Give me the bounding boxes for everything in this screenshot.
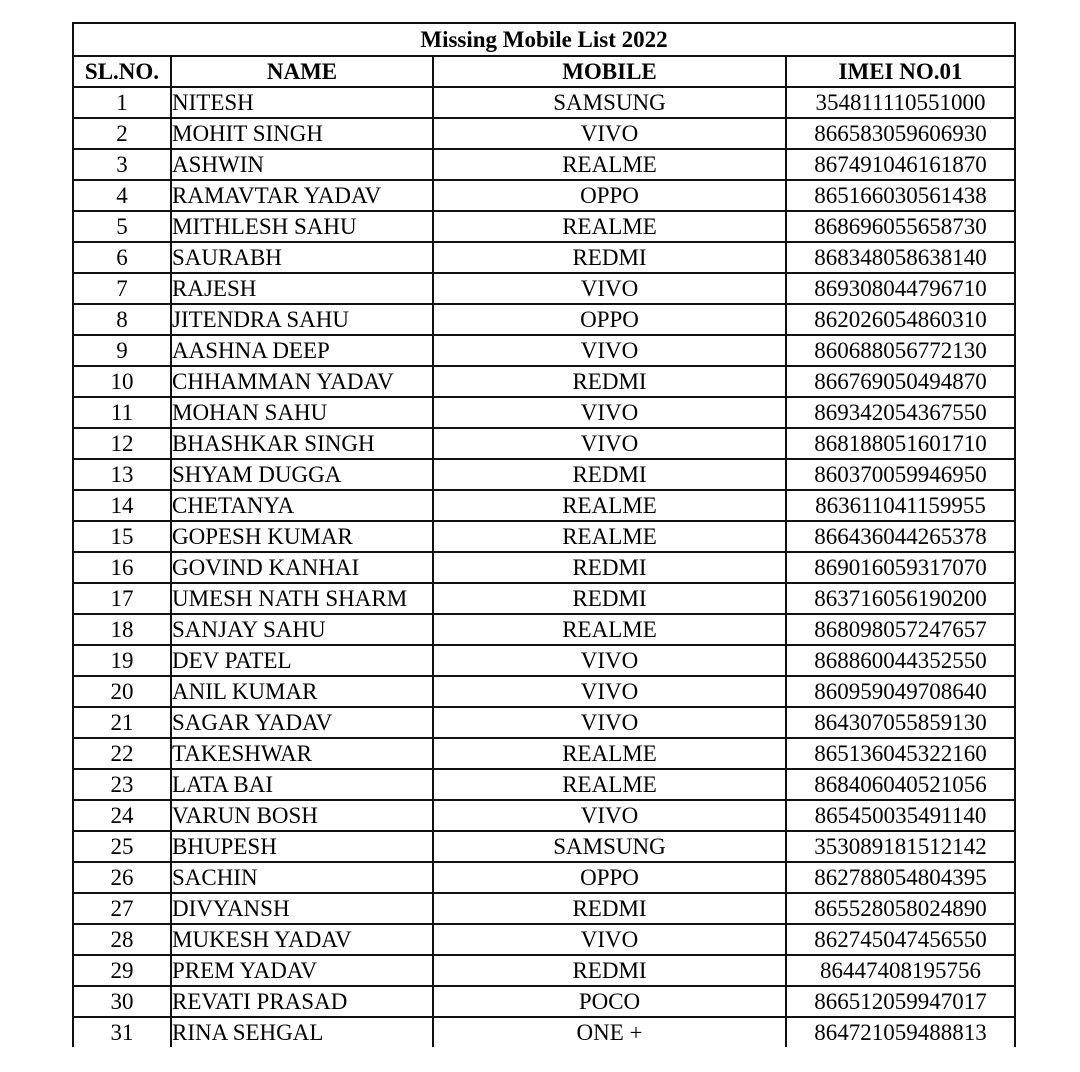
table-row [73,924,1015,955]
cell-name: AASHNA DEEP [171,335,433,366]
missing-mobile-table [72,22,1016,1047]
cell-name: CHHAMMAN YADAV [171,366,433,397]
table-row [73,118,1015,149]
cell-imei: 863716056190200 [786,583,1015,614]
cell-imei: 860370059946950 [786,459,1015,490]
cell-sl-no: 6 [73,242,171,273]
cell-name: ANIL KUMAR [171,676,433,707]
cell-mobile: REDMI [433,242,786,273]
cell-sl-no: 29 [73,955,171,986]
cell-name: CHETANYA [171,490,433,521]
table-row [73,428,1015,459]
table-title: Missing Mobile List 2022 [73,23,1015,56]
cell-mobile: OPPO [433,304,786,335]
cell-mobile: REALME [433,211,786,242]
cell-imei: 86447408195756 [786,955,1015,986]
cell-name: SHYAM DUGGA [171,459,433,490]
cell-mobile: VIVO [433,645,786,676]
cell-sl-no: 22 [73,738,171,769]
cell-sl-no: 8 [73,304,171,335]
cell-imei: 866769050494870 [786,366,1015,397]
table-row [73,955,1015,986]
cell-mobile: VIVO [433,800,786,831]
cell-imei: 864721059488813 [786,1017,1015,1047]
cell-mobile: VIVO [433,924,786,955]
cell-name: LATA BAI [171,769,433,800]
cell-sl-no: 7 [73,273,171,304]
cell-imei: 868188051601710 [786,428,1015,459]
cell-imei: 868860044352550 [786,645,1015,676]
cell-name: BHUPESH [171,831,433,862]
cell-name: REVATI PRASAD [171,986,433,1017]
cell-mobile: VIVO [433,118,786,149]
cell-name: SACHIN [171,862,433,893]
cell-imei: 869342054367550 [786,397,1015,428]
cell-imei: 863611041159955 [786,490,1015,521]
table-row [73,490,1015,521]
table-row [73,459,1015,490]
table-row [73,149,1015,180]
cell-name: GOVIND KANHAI [171,552,433,583]
table-row [73,552,1015,583]
cell-name: NITESH [171,87,433,118]
cell-mobile: OPPO [433,180,786,211]
cell-name: MOHIT SINGH [171,118,433,149]
cell-mobile: SAMSUNG [433,87,786,118]
cell-name: MITHLESH SAHU [171,211,433,242]
cell-mobile: REALME [433,614,786,645]
cell-sl-no: 23 [73,769,171,800]
cell-sl-no: 9 [73,335,171,366]
cell-mobile: SAMSUNG [433,831,786,862]
cell-sl-no: 31 [73,1017,171,1047]
cell-sl-no: 18 [73,614,171,645]
cell-mobile: ONE + [433,1017,786,1047]
cell-sl-no: 25 [73,831,171,862]
cell-mobile: REALME [433,521,786,552]
cell-sl-no: 14 [73,490,171,521]
cell-sl-no: 3 [73,149,171,180]
table-body [73,87,1015,1047]
cell-mobile: REDMI [433,893,786,924]
cell-sl-no: 1 [73,87,171,118]
cell-imei: 862026054860310 [786,304,1015,335]
cell-imei: 867491046161870 [786,149,1015,180]
cell-mobile: VIVO [433,335,786,366]
cell-sl-no: 12 [73,428,171,459]
cell-name: SAURABH [171,242,433,273]
cell-sl-no: 26 [73,862,171,893]
table-row [73,831,1015,862]
table-row [73,180,1015,211]
cell-imei: 862745047456550 [786,924,1015,955]
table-row [73,583,1015,614]
cell-name: VARUN BOSH [171,800,433,831]
cell-mobile: REALME [433,490,786,521]
cell-name: PREM YADAV [171,955,433,986]
table-row [73,211,1015,242]
cell-name: ASHWIN [171,149,433,180]
table-row [73,645,1015,676]
cell-mobile: OPPO [433,862,786,893]
cell-name: MOHAN SAHU [171,397,433,428]
column-header-sl-no: SL.NO. [73,56,171,87]
table-row [73,614,1015,645]
cell-imei: 862788054804395 [786,862,1015,893]
cell-sl-no: 15 [73,521,171,552]
cell-mobile: VIVO [433,273,786,304]
cell-sl-no: 24 [73,800,171,831]
table-row [73,1017,1015,1047]
cell-imei: 868696055658730 [786,211,1015,242]
cell-mobile: REALME [433,149,786,180]
cell-name: DIVYANSH [171,893,433,924]
cell-sl-no: 20 [73,676,171,707]
cell-sl-no: 17 [73,583,171,614]
cell-name: GOPESH KUMAR [171,521,433,552]
table-row [73,738,1015,769]
cell-name: SANJAY SAHU [171,614,433,645]
cell-mobile: REALME [433,769,786,800]
cell-imei: 868348058638140 [786,242,1015,273]
cell-sl-no: 21 [73,707,171,738]
cell-imei: 864307055859130 [786,707,1015,738]
table-row [73,676,1015,707]
cell-imei: 868406040521056 [786,769,1015,800]
column-header-imei: IMEI NO.01 [786,56,1015,87]
table-row [73,707,1015,738]
table-row [73,242,1015,273]
cell-imei: 865166030561438 [786,180,1015,211]
table-row [73,769,1015,800]
cell-sl-no: 4 [73,180,171,211]
table-row [73,304,1015,335]
column-header-name: NAME [171,56,433,87]
cell-sl-no: 16 [73,552,171,583]
cell-sl-no: 5 [73,211,171,242]
cell-mobile: VIVO [433,428,786,459]
cell-sl-no: 19 [73,645,171,676]
cell-mobile: REDMI [433,955,786,986]
table-row [73,273,1015,304]
table-row [73,800,1015,831]
cell-mobile: POCO [433,986,786,1017]
cell-imei: 865450035491140 [786,800,1015,831]
table-row [73,397,1015,428]
cell-imei: 865136045322160 [786,738,1015,769]
cell-mobile: REDMI [433,366,786,397]
cell-name: RAMAVTAR YADAV [171,180,433,211]
table-row [73,366,1015,397]
cell-imei: 860688056772130 [786,335,1015,366]
cell-name: UMESH NATH SHARM [171,583,433,614]
cell-sl-no: 2 [73,118,171,149]
column-header-mobile: MOBILE [433,56,786,87]
cell-sl-no: 13 [73,459,171,490]
table-row [73,986,1015,1017]
cell-name: RINA SEHGAL [171,1017,433,1047]
cell-name: MUKESH YADAV [171,924,433,955]
cell-imei: 860959049708640 [786,676,1015,707]
cell-sl-no: 27 [73,893,171,924]
table-row [73,521,1015,552]
cell-mobile: REDMI [433,552,786,583]
cell-imei: 869308044796710 [786,273,1015,304]
cell-name: BHASHKAR SINGH [171,428,433,459]
cell-imei: 869016059317070 [786,552,1015,583]
cell-sl-no: 30 [73,986,171,1017]
cell-imei: 868098057247657 [786,614,1015,645]
cell-name: TAKESHWAR [171,738,433,769]
cell-mobile: VIVO [433,707,786,738]
cell-sl-no: 10 [73,366,171,397]
table-row [73,862,1015,893]
cell-name: SAGAR YADAV [171,707,433,738]
cell-imei: 866512059947017 [786,986,1015,1017]
cell-mobile: REDMI [433,459,786,490]
cell-name: JITENDRA SAHU [171,304,433,335]
cell-name: RAJESH [171,273,433,304]
cell-mobile: VIVO [433,676,786,707]
cell-imei: 866583059606930 [786,118,1015,149]
header-row [73,56,1015,87]
cell-name: DEV PATEL [171,645,433,676]
missing-mobile-document [72,22,1014,1047]
cell-mobile: REDMI [433,583,786,614]
cell-imei: 354811110551000 [786,87,1015,118]
cell-mobile: REALME [433,738,786,769]
cell-imei: 865528058024890 [786,893,1015,924]
cell-sl-no: 11 [73,397,171,428]
cell-sl-no: 28 [73,924,171,955]
table-row [73,335,1015,366]
cell-mobile: VIVO [433,397,786,428]
cell-imei: 866436044265378 [786,521,1015,552]
cell-imei: 353089181512142 [786,831,1015,862]
title-row [73,23,1015,56]
table-row [73,87,1015,118]
table-row [73,893,1015,924]
